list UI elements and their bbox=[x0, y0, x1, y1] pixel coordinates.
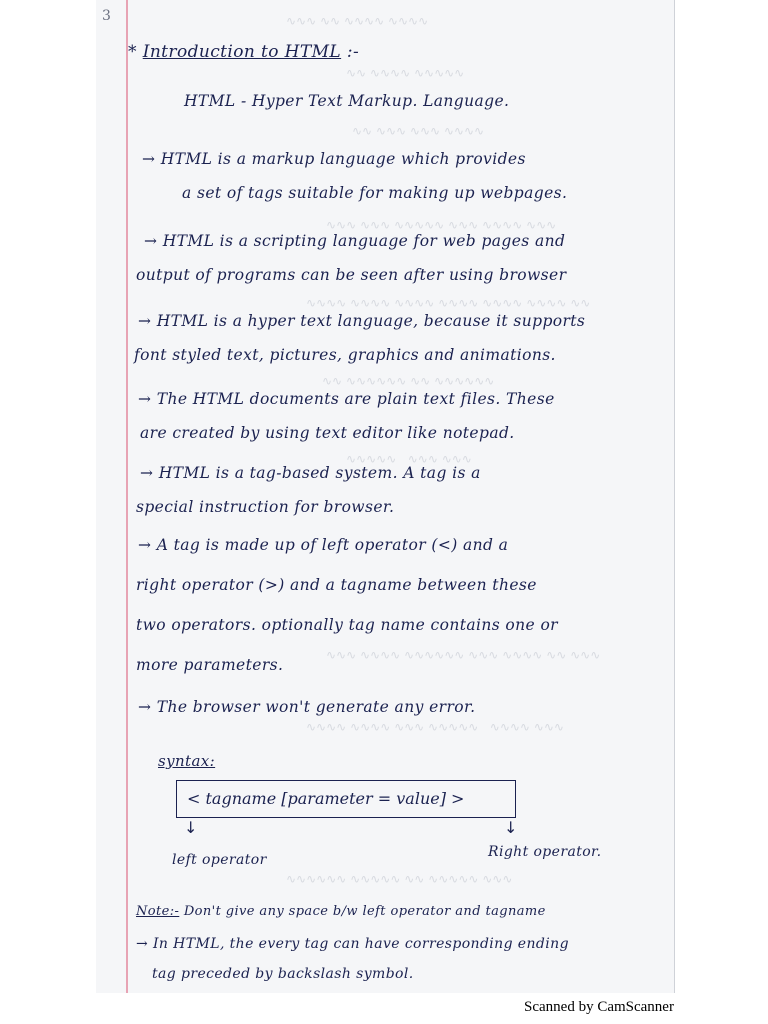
bleed-through: ∿∿ ∿∿∿∿∿∿ ∿∿ ∿∿∿∿∿∿ bbox=[322, 374, 495, 388]
bleed-through: ∿∿∿∿∿ ∿∿∿ ∿∿∿ bbox=[346, 452, 472, 466]
page-heading bbox=[128, 42, 359, 62]
bleed-through: ∿∿∿ ∿∿∿∿ ∿∿∿∿∿∿ ∿∿∿ ∿∿∿∿ ∿∿ ∿∿∿ bbox=[326, 648, 601, 662]
text-line: more parameters. bbox=[136, 656, 284, 674]
left-operator-label: left operator bbox=[172, 852, 267, 868]
note-label: Note:- bbox=[136, 904, 180, 919]
scanner-watermark: Scanned by CamScanner bbox=[524, 999, 674, 1015]
text-line: → HTML is a tag-based system. A tag is a bbox=[140, 464, 481, 482]
text-line: → A tag is made up of left operator (<) and a bbox=[138, 536, 509, 554]
syntax-text: < tagname [parameter = value] > bbox=[187, 789, 465, 808]
text-line: → In HTML, the every tag can have corresponding ending bbox=[136, 936, 569, 952]
syntax-label: syntax: bbox=[158, 752, 216, 770]
syntax-box bbox=[176, 780, 516, 818]
text-line: → HTML is a markup language which provides bbox=[142, 150, 526, 168]
right-operator-label: Right operator. bbox=[488, 844, 602, 860]
heading-text: Introduction to HTML bbox=[142, 42, 342, 62]
text-line: special instruction for browser. bbox=[136, 498, 395, 516]
subtitle: HTML - Hyper Text Markup. Language. bbox=[184, 92, 510, 110]
corner-mark: 3 bbox=[102, 8, 111, 24]
text-line: are created by using text editor like notepad. bbox=[140, 424, 515, 442]
text-line: right operator (>) and a tagname between these bbox=[136, 576, 537, 594]
bleed-through: ∿∿∿ ∿∿ ∿∿∿∿ ∿∿∿∿ bbox=[286, 14, 429, 28]
text-line: → The HTML documents are plain text files. These bbox=[138, 390, 555, 408]
left-arrow-icon: ↓ bbox=[184, 818, 198, 837]
text-line: font styled text, pictures, graphics and animations. bbox=[134, 346, 556, 364]
notebook-page bbox=[96, 0, 675, 993]
bleed-through: ∿∿∿∿∿∿ ∿∿∿∿∿ ∿∿ ∿∿∿∿∿ ∿∿∿ bbox=[286, 872, 513, 886]
text-line: → The browser won't generate any error. bbox=[138, 698, 476, 716]
text-line: two operators. optionally tag name contains one or bbox=[136, 616, 558, 634]
bleed-through: ∿∿∿∿ ∿∿∿∿ ∿∿∿ ∿∿∿∿∿ ∿∿∿∿ ∿∿∿ bbox=[306, 720, 564, 734]
text-line: output of programs can be seen after using browser bbox=[136, 266, 567, 284]
right-arrow-icon: ↓ bbox=[504, 818, 518, 837]
heading-prefix: * bbox=[128, 42, 143, 62]
note-text: Don't give any space b/w left operator and tagname bbox=[179, 904, 546, 919]
text-line: → HTML is a hyper text language, because it supports bbox=[138, 312, 586, 330]
heading-suffix: :- bbox=[341, 42, 360, 62]
text-line: tag preceded by backslash symbol. bbox=[152, 966, 414, 982]
text-line: a set of tags suitable for making up webpages. bbox=[182, 184, 568, 202]
text-line: → HTML is a scripting language for web pages and bbox=[144, 232, 566, 250]
bleed-through: ∿∿∿∿ ∿∿∿∿ ∿∿∿∿ ∿∿∿∿ ∿∿∿∿ ∿∿∿∿ ∿∿ bbox=[306, 296, 591, 310]
bleed-through: ∿∿ ∿∿∿ ∿∿∿ ∿∿∿∿ bbox=[352, 124, 485, 138]
bleed-through: ∿∿∿ ∿∿∿ ∿∿∿∿∿ ∿∿∿ ∿∿∿∿ ∿∿∿ bbox=[326, 218, 557, 232]
note-line bbox=[136, 904, 546, 919]
bleed-through: ∿∿ ∿∿∿∿ ∿∿∿∿∿ bbox=[346, 66, 465, 80]
margin-line bbox=[126, 0, 128, 993]
